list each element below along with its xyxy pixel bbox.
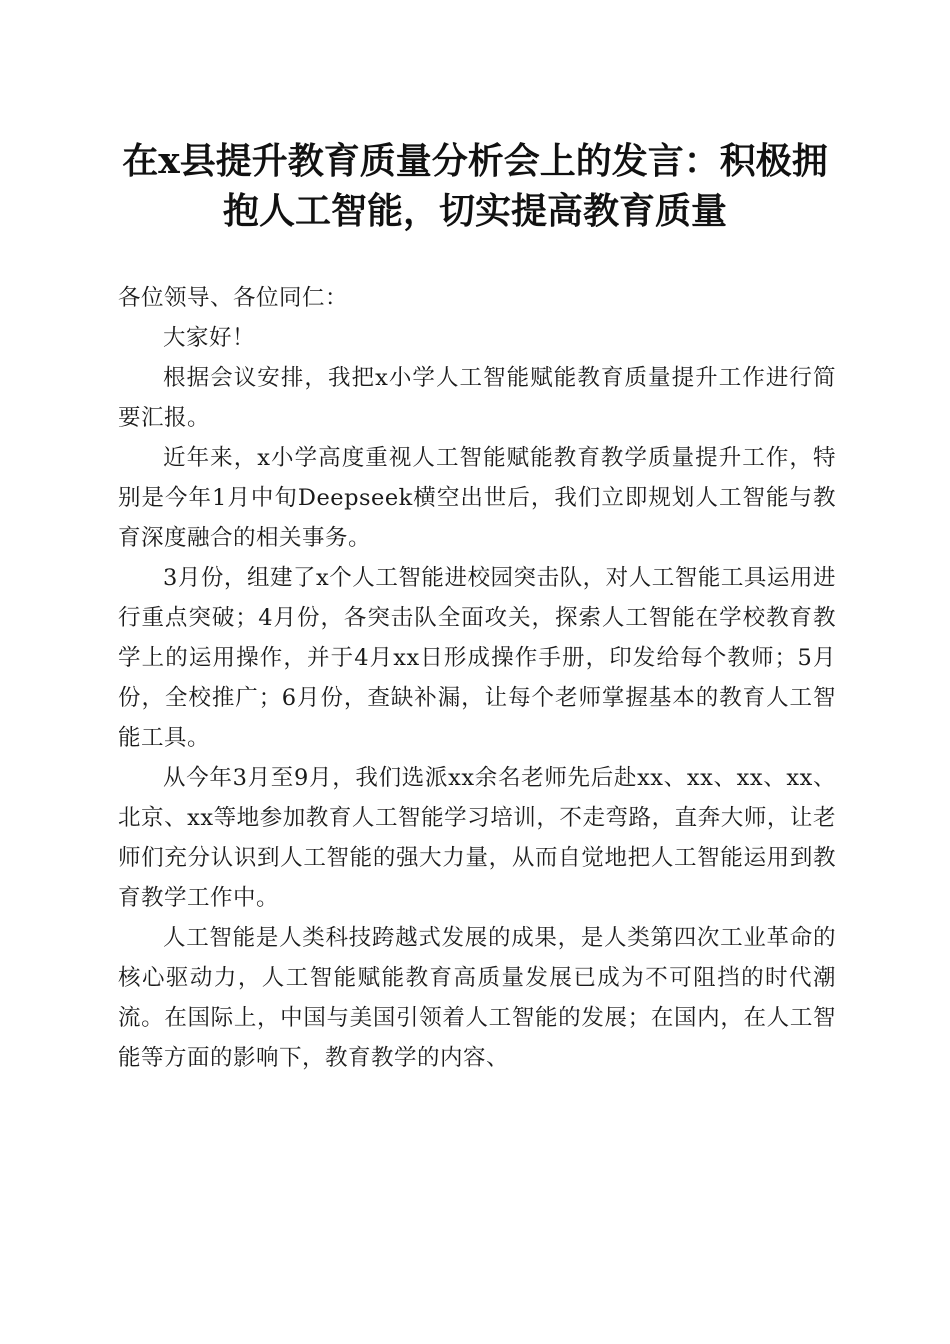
paragraph-meeting-report: 根据会议安排，我把x小学人工智能赋能教育质量提升工作进行简要汇报。	[118, 365, 836, 431]
greeting: 大家好！	[163, 325, 256, 351]
title-line-1: 在x县提升教育质量分析会上的发言：积极拥	[122, 140, 828, 182]
paragraph-recent-years: 近年来，x小学高度重视人工智能赋能教育教学质量提升工作，特别是今年1月中旬Deepseek横空出世后，我们立即规划人工智能与教育深度融合的相关事务。	[118, 445, 836, 551]
paragraph-ai-significance: 人工智能是人类科技跨越式发展的成果，是人类第四次工业革命的核心驱动力，人工智能赋能教育高质量发展已成为不可阻挡的时代潮流。在国际上，中国与美国引领着人工智能的发展；在国内，在人工智能等方面的影响下，教育教学的内容、	[118, 925, 836, 1071]
paragraph-teacher-training: 从今年3月至9月，我们选派xx余名老师先后赴xx、xx、xx、xx、北京、xx等地参加教育人工智能学习培训，不走弯路，直奔大师，让老师们充分认识到人工智能的强大力量，从而自觉地把人工智能运用到教育教学工作中。	[118, 765, 836, 911]
salutation: 各位领导、各位同仁：	[118, 285, 349, 311]
paragraph-monthly-progress: 3月份，组建了x个人工智能进校园突击队，对人工智能工具运用进行重点突破；4月份，各突击队全面攻关，探索人工智能在学校教育教学上的运用操作，并于4月xx日形成操作手册，印发给每个教师；5月份，全校推广；6月份，查缺补漏，让每个老师掌握基本的教育人工智能工具。	[118, 565, 836, 751]
document-title	[100, 136, 850, 236]
title-line-2: 抱人工智能，切实提高教育质量	[222, 190, 727, 232]
document-body	[118, 278, 836, 1078]
